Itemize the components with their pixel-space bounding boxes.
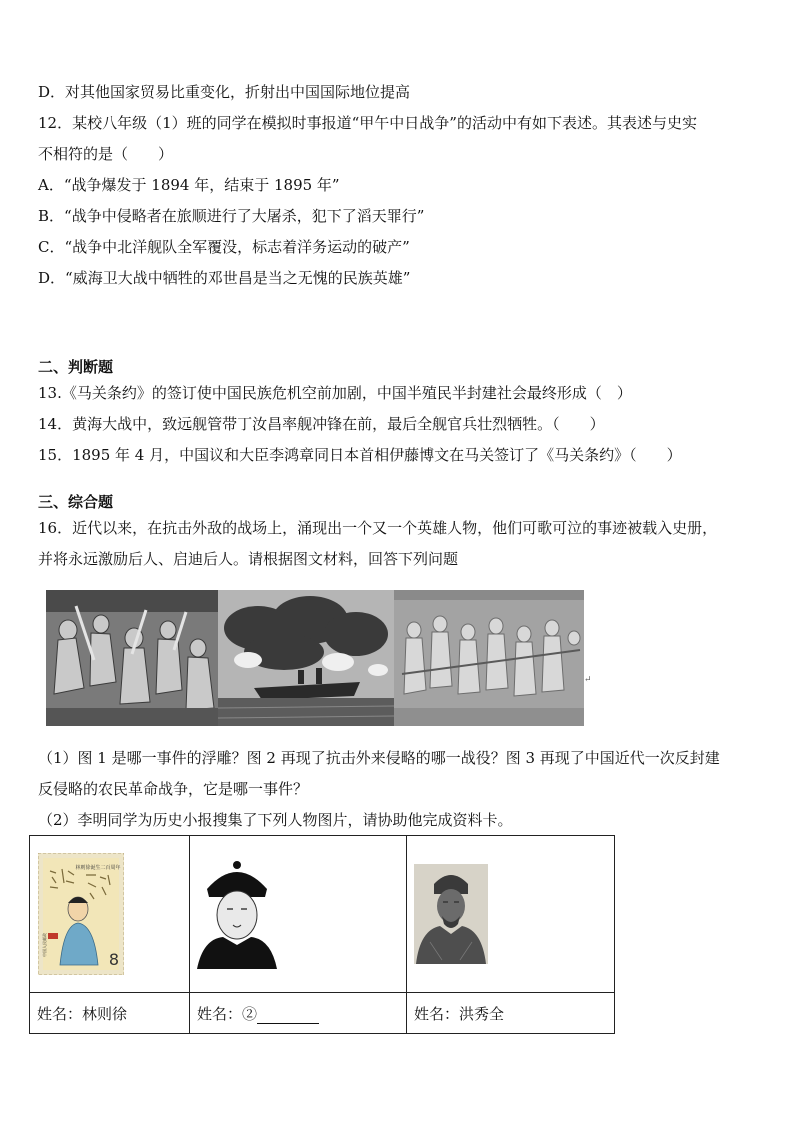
question-16-cont: 并将永远激励后人、启迪后人。请根据图文材料，回答下列问题 <box>38 550 459 568</box>
figure-strip <box>46 590 584 726</box>
lin-zexu-stamp-cell <box>30 836 190 993</box>
paragraph-mark: ↵ <box>584 675 592 685</box>
hong-xiuquan-statue-cell <box>407 836 615 993</box>
name-cell-blank <box>190 993 407 1034</box>
li-hongzhang-portrait-image <box>197 859 277 969</box>
option-b-q12: B．“战争中侵略者在旅顺进行了大屠杀，犯下了滔天罪行” <box>38 207 425 225</box>
profile-card-table <box>29 835 615 1034</box>
li-hongzhang-portrait-cell <box>190 836 407 993</box>
question-12-cont: 不相符的是（ ） <box>38 145 174 163</box>
stamp-top-text: 林则徐诞生二百周年 <box>75 865 121 871</box>
hong-xiuquan-statue-image <box>414 864 488 964</box>
stamp-country-text: 中国人民邮政 <box>42 933 47 957</box>
section-heading-comprehensive: 三、综合题 <box>38 493 114 511</box>
option-a-q12: A．“战争爆发于 1894 年，结束于 1895 年” <box>38 176 340 194</box>
relief-figure-3 <box>394 590 584 726</box>
name-label-2: 姓名： <box>197 1004 243 1023</box>
question-16: 16．近代以来，在抗击外敌的战场上，涌现出一个又一个英雄人物，他们可歌可泣的事迹被载入史册， <box>38 519 718 537</box>
sub-question-2: （2）李明同学为历史小报搜集了下列人物图片，请协助他完成资料卡。 <box>38 811 513 829</box>
option-d-q12: D．“威海卫大战中牺牲的邓世昌是当之无愧的民族英雄” <box>38 269 411 287</box>
question-12: 12．某校八年级（1）班的同学在模拟时事报道“甲午中日战争”的活动中有如下表述。其表述与史实 <box>38 114 697 132</box>
answer-number-2: ② <box>242 1004 258 1023</box>
question-15: 15．1895 年 4 月，中国议和大臣李鸿章同日本首相伊藤博文在马关签订了《马关条约》（ ） <box>38 446 682 464</box>
stamp-value-text: 8 <box>108 950 120 969</box>
sub-question-1: （1）图 1 是哪一事件的浮雕？图 2 再现了抗击外来侵略的哪一战役？图 3 再现了中国近代一次反封建 <box>38 749 720 767</box>
name-cell-lin-zexu: 姓名：林则徐 <box>30 993 190 1034</box>
question-14: 14．黄海大战中，致远舰管带丁汝昌率舰冲锋在前，最后全舰官兵壮烈牺牲。（ ） <box>38 415 605 433</box>
sub-question-1-cont: 反侵略的农民革命战争，它是哪一事件？ <box>38 780 309 798</box>
answer-blank-2[interactable] <box>257 1008 319 1024</box>
section-heading-judgment: 二、判断题 <box>38 358 114 376</box>
option-c-q12: C．“战争中北洋舰队全军覆没，标志着洋务运动的破产” <box>38 238 410 256</box>
relief-figure-1 <box>46 590 218 726</box>
option-d-q11: D．对其他国家贸易比重变化，折射出中国国际地位提高 <box>38 83 411 101</box>
question-13: 13.《马关条约》的签订使中国民族危机空前加剧，中国半殖民半封建社会最终形成（ ） <box>38 384 632 402</box>
lin-zexu-stamp-image <box>38 853 124 975</box>
naval-battle-figure-2 <box>218 590 394 726</box>
name-cell-hong-xiuquan: 姓名：洪秀全 <box>407 993 615 1034</box>
